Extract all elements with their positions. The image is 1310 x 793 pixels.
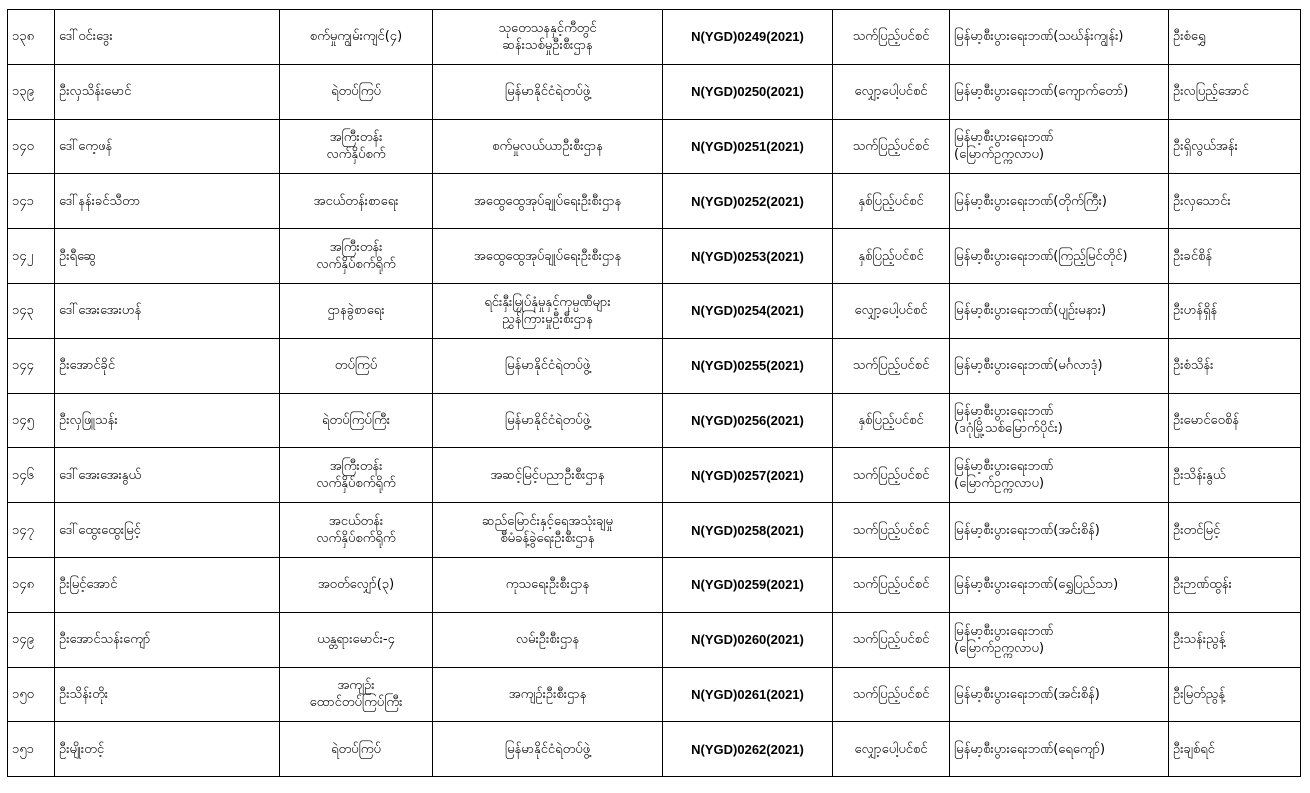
table-row	[8, 393, 1301, 448]
position-line: ရဲတပ်ကြပ်	[331, 741, 381, 757]
position-cell	[280, 557, 433, 612]
position-line: ထောင်တပ်ကြပ်ကြီး	[309, 695, 403, 711]
table-row	[8, 667, 1301, 722]
pension-type-cell: သက်ပြည့်ပင်စင်	[833, 612, 950, 667]
position-cell	[280, 393, 433, 448]
position-cell	[280, 229, 433, 284]
pension-code-cell: N(YGD)0249(2021)	[663, 10, 833, 65]
father-name-cell: ဦးရှိလွယ်အန်း	[1169, 119, 1301, 174]
pension-code-cell: N(YGD)0251(2021)	[663, 119, 833, 174]
bank-branch-cell	[950, 393, 1169, 448]
name-cell: ဦးမျိုးတင့်	[55, 722, 280, 777]
row-number-cell: ၁၄၂	[8, 229, 55, 284]
row-number-cell: ၁၅၀	[8, 667, 55, 722]
department-cell	[433, 10, 663, 65]
position-line: အကြီးတန်း	[329, 240, 383, 256]
name-cell: ဦးလှသိန်းမောင်	[55, 64, 280, 119]
department-cell	[433, 448, 663, 503]
bank-branch-cell	[950, 338, 1169, 393]
table-row	[8, 338, 1301, 393]
table-row	[8, 557, 1301, 612]
name-cell: ဦးအောင်ခိုင်	[55, 338, 280, 393]
row-number-cell: ၁၄၉	[8, 612, 55, 667]
department-line: စီမံခန့်ခွဲရေးဦးစီးဌာန	[500, 531, 595, 547]
row-number-cell: ၁၄၄	[8, 338, 55, 393]
department-cell	[433, 722, 663, 777]
bank-branch-line: မြန်မာ့စီးပွားရေးဘဏ်	[954, 130, 1054, 146]
table-row	[8, 229, 1301, 284]
name-cell: ဒေါ်အေးအေးနွယ်	[55, 448, 280, 503]
department-cell	[433, 229, 663, 284]
pension-type-cell: သက်ပြည့်ပင်စင်	[833, 119, 950, 174]
position-cell	[280, 722, 433, 777]
father-name-cell: ဦးသိန်းနွယ်	[1169, 448, 1301, 503]
pension-type-cell: နှစ်ပြည့်ပင်စင်	[833, 393, 950, 448]
position-cell	[280, 119, 433, 174]
position-cell	[280, 10, 433, 65]
pension-code-cell: N(YGD)0257(2021)	[663, 448, 833, 503]
position-line: အဝတ်လျှော်(၃)	[317, 577, 395, 593]
department-cell	[433, 283, 663, 338]
position-line: အငယ်တန်းစာရေး	[313, 193, 399, 209]
bank-branch-line: (မြောက်ဥက္ကလာပ)	[954, 476, 1045, 492]
table-row	[8, 283, 1301, 338]
department-cell	[433, 64, 663, 119]
pension-code-cell: N(YGD)0252(2021)	[663, 174, 833, 229]
department-line: လမ်းဦးစီးဌာန	[515, 632, 580, 648]
name-cell: ဦးမြင့်အောင်	[55, 557, 280, 612]
bank-branch-line: မြန်မာ့စီးပွားရေးဘဏ်(ရွှေပြည်သာ)	[954, 577, 1119, 593]
table-row	[8, 64, 1301, 119]
department-line: ညွှန်ကြားမှုဦးစီးဌာန	[502, 311, 593, 327]
pension-type-cell: သက်ပြည့်ပင်စင်	[833, 503, 950, 558]
pension-type-cell: သက်ပြည့်ပင်စင်	[833, 10, 950, 65]
table-row	[8, 722, 1301, 777]
pension-type-cell: သက်ပြည့်ပင်စင်	[833, 338, 950, 393]
department-line: ဆည်မြောင်းနှင့်ရေအသုံးချမှု	[482, 514, 613, 530]
pension-table	[7, 9, 1301, 777]
department-cell	[433, 174, 663, 229]
position-cell	[280, 64, 433, 119]
department-line: အထွေထွေအုပ်ချုပ်ရေးဦးစီးဌာန	[473, 193, 622, 209]
pension-code-cell: N(YGD)0260(2021)	[663, 612, 833, 667]
pension-type-cell: လျှော့ပေါ့ပင်စင်	[833, 283, 950, 338]
position-line: လက်နှိပ်စက်	[326, 147, 386, 163]
bank-branch-cell	[950, 503, 1169, 558]
row-number-cell: ၁၄၁	[8, 174, 55, 229]
pension-code-cell: N(YGD)0261(2021)	[663, 667, 833, 722]
name-cell: ဒေါ်ထွေးထွေးမြင့်	[55, 503, 280, 558]
father-name-cell: ဦးစံသိန်း	[1169, 338, 1301, 393]
table-row	[8, 448, 1301, 503]
department-line: ကုသရေးဦးစီးဌာန	[505, 577, 590, 593]
position-cell	[280, 612, 433, 667]
row-number-cell: ၁၄၈	[8, 557, 55, 612]
position-cell	[280, 338, 433, 393]
father-name-cell: ဦးဟန်ရှိန်	[1169, 283, 1301, 338]
row-number-cell: ၁၄၀	[8, 119, 55, 174]
name-cell: ဦးအောင်သန်းကျော်	[55, 612, 280, 667]
father-name-cell: ဦးမောင်ဝေစိန်	[1169, 393, 1301, 448]
row-number-cell: ၁၃၈	[8, 10, 55, 65]
row-number-cell: ၁၃၉	[8, 64, 55, 119]
department-line: မြန်မာနိုင်ငံရဲတပ်ဖွဲ့	[504, 741, 591, 757]
father-name-cell: ဦးစံရွှေ	[1169, 10, 1301, 65]
row-number-cell: ၁၄၆	[8, 448, 55, 503]
bank-branch-cell	[950, 174, 1169, 229]
department-line: အဆင့်မြင့်ပညာဦးစီးဌာန	[490, 467, 605, 483]
bank-branch-line: မြန်မာ့စီးပွားရေးဘဏ်(အင်းစိန်)	[954, 686, 1100, 702]
pension-type-cell: လျှော့ပေါ့ပင်စင်	[833, 722, 950, 777]
bank-branch-line: မြန်မာ့စီးပွားရေးဘဏ်(မင်္ဂလာဒုံ)	[954, 358, 1103, 374]
row-number-cell: ၁၅၁	[8, 722, 55, 777]
bank-branch-cell	[950, 612, 1169, 667]
bank-branch-line: မြန်မာ့စီးပွားရေးဘဏ်(ကြည့်မြင်တိုင်)	[954, 248, 1128, 264]
father-name-cell: ဦးချစ်ရင်	[1169, 722, 1301, 777]
position-cell	[280, 503, 433, 558]
department-line: သုတေသနနှင့်ကီတွင်	[498, 20, 597, 36]
position-line: ဌာနခွဲစာရေး	[327, 303, 385, 319]
position-line: လက်နှိပ်စက်ရိုက်	[316, 257, 396, 273]
pension-code-cell: N(YGD)0256(2021)	[663, 393, 833, 448]
department-line: ဆန်းသစ်မှုဦးစီးဌာန	[502, 37, 593, 53]
department-cell	[433, 393, 663, 448]
bank-branch-line: (မြောက်ဥက္ကလာပ)	[954, 640, 1045, 656]
bank-branch-line: မြန်မာ့စီးပွားရေးဘဏ်(ပျဉ်းမနား)	[954, 303, 1107, 319]
bank-branch-cell	[950, 722, 1169, 777]
department-cell	[433, 667, 663, 722]
department-line: မြန်မာနိုင်ငံရဲတပ်ဖွဲ့	[504, 84, 591, 100]
bank-branch-line: (မြောက်ဥက္ကလာပ)	[954, 147, 1045, 163]
position-cell	[280, 174, 433, 229]
position-line: စက်မှုကျွမ်းကျင်(၄)	[309, 29, 403, 45]
pension-type-cell: သက်ပြည့်ပင်စင်	[833, 667, 950, 722]
position-line: ရဲတပ်ကြပ်ကြီး	[321, 412, 391, 428]
pension-type-cell: နှစ်ပြည့်ပင်စင်	[833, 174, 950, 229]
pension-code-cell: N(YGD)0254(2021)	[663, 283, 833, 338]
position-line: ရဲတပ်ကြပ်	[331, 84, 381, 100]
department-line: အထွေထွေအုပ်ချုပ်ရေးဦးစီးဌာန	[473, 248, 622, 264]
department-cell	[433, 503, 663, 558]
bank-branch-cell	[950, 557, 1169, 612]
position-line: လက်နှိပ်စက်ရိုက်	[316, 531, 396, 547]
bank-branch-line: မြန်မာ့စီးပွားရေးဘဏ်	[954, 623, 1054, 639]
bank-branch-line: မြန်မာ့စီးပွားရေးဘဏ်(ကျောက်တော်)	[954, 84, 1129, 100]
department-line: ရင်းနှီးမြှုပ်နှံမှုနှင့်ကုမ္ပဏီများ	[484, 294, 611, 310]
table-row	[8, 612, 1301, 667]
bank-branch-line: (ဒဂုံမြို့သစ်မြောက်ပိုင်း)	[954, 421, 1063, 437]
department-cell	[433, 557, 663, 612]
position-line: အကျဉ်း	[337, 678, 375, 694]
position-line: အကြီးတန်း	[329, 130, 383, 146]
position-cell	[280, 667, 433, 722]
bank-branch-cell	[950, 283, 1169, 338]
position-line: တပ်ကြပ်	[334, 358, 378, 374]
bank-branch-cell	[950, 64, 1169, 119]
bank-branch-cell	[950, 229, 1169, 284]
father-name-cell: ဦးမြတ်ညွန့်	[1169, 667, 1301, 722]
department-line: အကျဉ်းဦးစီးဌာန	[508, 686, 587, 702]
department-cell	[433, 119, 663, 174]
bank-branch-line: မြန်မာ့စီးပွားရေးဘဏ်	[954, 404, 1054, 420]
table-row	[8, 174, 1301, 229]
row-number-cell: ၁၄၇	[8, 503, 55, 558]
table-row	[8, 503, 1301, 558]
department-line: စက်မှုလယ်ယာဦးစီးဌာန	[492, 138, 603, 154]
position-line: အငယ်တန်း	[328, 514, 384, 530]
pension-code-cell: N(YGD)0262(2021)	[663, 722, 833, 777]
bank-branch-line: မြန်မာ့စီးပွားရေးဘဏ်(တိုက်ကြီး)	[954, 193, 1107, 209]
position-cell	[280, 283, 433, 338]
name-cell: ဦးရီဆွေ	[55, 229, 280, 284]
pension-type-cell: သက်ပြည့်ပင်စင်	[833, 448, 950, 503]
bank-branch-cell	[950, 448, 1169, 503]
bank-branch-line: မြန်မာ့စီးပွားရေးဘဏ်(အင်းစိန်)	[954, 522, 1100, 538]
position-cell	[280, 448, 433, 503]
name-cell: ဒေါ်ကေ့ဖန်	[55, 119, 280, 174]
pension-code-cell: N(YGD)0255(2021)	[663, 338, 833, 393]
department-line: မြန်မာနိုင်ငံရဲတပ်ဖွဲ့	[504, 358, 591, 374]
father-name-cell: ဦးဉာဏ်ထွန်း	[1169, 557, 1301, 612]
pension-type-cell: နှစ်ပြည့်ပင်စင်	[833, 229, 950, 284]
name-cell: ဦးလှဖြူသန်း	[55, 393, 280, 448]
father-name-cell: ဦးသန်းညွန့်	[1169, 612, 1301, 667]
bank-branch-line: မြန်မာ့စီးပွားရေးဘဏ်(ရေကျော်)	[954, 741, 1106, 757]
pension-code-cell: N(YGD)0253(2021)	[663, 229, 833, 284]
position-line: ယန္တရားမောင်း-၄	[317, 632, 395, 648]
bank-branch-line: မြန်မာ့စီးပွားရေးဘဏ်(သဃ်န်းကျွန်း)	[954, 29, 1124, 45]
name-cell: ဒေါ်နန်းခင်သီတာ	[55, 174, 280, 229]
position-line: အကြီးတန်း	[329, 459, 383, 475]
row-number-cell: ၁၄၃	[8, 283, 55, 338]
row-number-cell: ၁၄၅	[8, 393, 55, 448]
father-name-cell: ဦးခင်စိန်	[1169, 229, 1301, 284]
pension-type-cell: သက်ပြည့်ပင်စင်	[833, 557, 950, 612]
department-line: မြန်မာနိုင်ငံရဲတပ်ဖွဲ့	[504, 412, 591, 428]
bank-branch-cell	[950, 667, 1169, 722]
father-name-cell: ဦးလပြည့်အောင်	[1169, 64, 1301, 119]
bank-branch-cell	[950, 119, 1169, 174]
father-name-cell: ဦးလှသောင်း	[1169, 174, 1301, 229]
pension-type-cell: လျှော့ပေါ့ပင်စင်	[833, 64, 950, 119]
bank-branch-line: မြန်မာ့စီးပွားရေးဘဏ်	[954, 459, 1054, 475]
department-cell	[433, 338, 663, 393]
name-cell: ဦးသိန်းတိုး	[55, 667, 280, 722]
father-name-cell: ဦးတင်မြင့်	[1169, 503, 1301, 558]
table-row	[8, 10, 1301, 65]
table-body	[8, 10, 1301, 777]
name-cell: ဒေါ်ဝင်းဒွေး	[55, 10, 280, 65]
bank-branch-cell	[950, 10, 1169, 65]
table-row	[8, 119, 1301, 174]
name-cell: ဒေါ်အေးအေးဟန်	[55, 283, 280, 338]
department-cell	[433, 612, 663, 667]
pension-code-cell: N(YGD)0258(2021)	[663, 503, 833, 558]
pension-code-cell: N(YGD)0250(2021)	[663, 64, 833, 119]
position-line: လက်နှိပ်စက်ရိုက်	[316, 476, 396, 492]
pension-code-cell: N(YGD)0259(2021)	[663, 557, 833, 612]
